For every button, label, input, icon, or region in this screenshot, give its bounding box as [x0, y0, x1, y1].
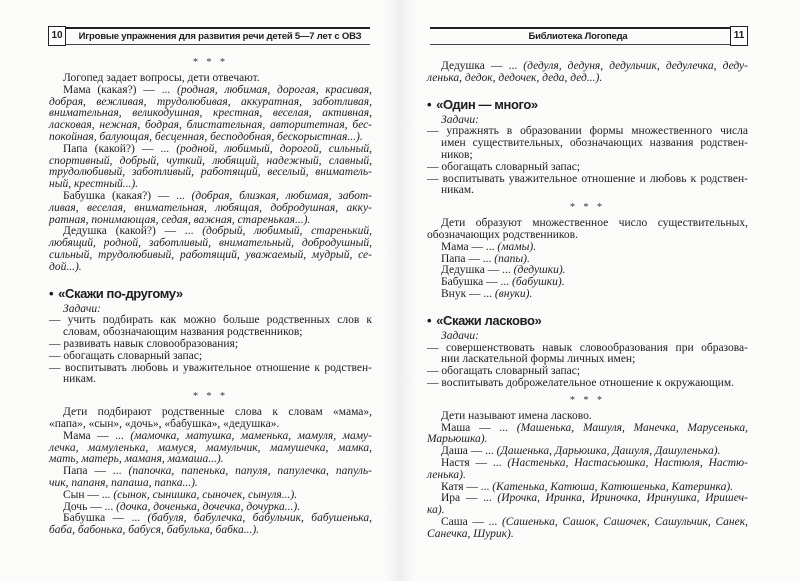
roman-text: — упражнять в образовании формы множественного числа: [427, 125, 748, 138]
paragraph: [49, 226, 372, 273]
right-page-body: [427, 61, 748, 541]
italic-text: баба, бабонька, бабуся, бабулька, бабка...).: [49, 524, 260, 537]
italic-text: спортивный, добрый, чуткий, любящий, надежный, славный,: [49, 154, 372, 167]
roman-text: Катя — ...: [441, 480, 493, 493]
italic-text: (Машенька, Машуля, Манечка, Марусенька,: [516, 421, 748, 434]
italic-text: (Катенька, Катюша, Катюшенька, Катеринка).: [492, 480, 734, 493]
running-title-text: Библиотека Логопеда: [528, 31, 628, 42]
roman-text: Дедушка — ...: [441, 264, 514, 277]
text-line: [427, 529, 748, 541]
italic-text: (добрый, любимый, старенький,: [202, 225, 373, 238]
paragraph: [427, 493, 748, 517]
roman-text: Даша — ...: [441, 445, 497, 458]
tasks-label: Задачи:: [441, 329, 479, 342]
roman-text: Ира — ...: [441, 492, 498, 505]
italic-text: (Ирочка, Иринка, Ириночка, Иринушка, Иришеч-: [497, 492, 748, 505]
italic-text: мать, матерь, маманя, мамаша...).: [49, 453, 224, 466]
roman-text: словам, обозначающим названия родственников;: [63, 326, 303, 339]
roman-text: Дедушка (какой?) — ...: [63, 225, 203, 238]
paragraph: [427, 517, 748, 541]
text-line: [427, 185, 748, 197]
paragraph: [49, 144, 372, 191]
italic-text: трудолюбивый, заботливый, работящий, веселый, вниматель-: [49, 166, 372, 179]
section-divider-stars: * * *: [193, 391, 228, 403]
roman-text: Папа (какой?) — ...: [63, 142, 177, 155]
section-divider-stars: * * *: [570, 394, 605, 406]
running-header-right: [430, 27, 748, 45]
task-list-item: [427, 343, 748, 367]
italic-text: ратная, понимающая, седая, важная, старенькая...).: [49, 213, 311, 226]
roman-text: Настя — ...: [441, 456, 508, 469]
book-gutter: [385, 0, 415, 581]
italic-text: (Сашенька, Сашок, Сашочек, Сашульчик, Санек,: [501, 515, 749, 528]
exercise-title: «Скажи по-другому»: [58, 285, 183, 301]
task-list-item: [49, 363, 372, 387]
italic-text: (внуки).: [494, 287, 533, 300]
bullet-icon: •: [427, 312, 432, 328]
paragraph: [427, 423, 748, 447]
page-number: 11: [730, 26, 748, 46]
roman-text: — обогащать словарный запас;: [49, 349, 203, 362]
bullet-icon: •: [427, 96, 432, 112]
roman-text: Мама (какая?) — ...: [63, 83, 177, 96]
text-line: [49, 363, 372, 375]
italic-text: ный, крестный...).: [49, 178, 139, 191]
running-title: [430, 29, 726, 44]
paragraph: [427, 289, 748, 301]
roman-text: Дочь — ...: [63, 500, 117, 513]
roman-text: Дети образуют множественное число существительных,: [441, 217, 748, 230]
italic-text: покойная, балующая, бесценная, бесподобная, бескорыстная...).: [49, 130, 363, 143]
text-line: [427, 289, 748, 301]
roman-text: Папа — ...: [63, 465, 129, 478]
running-title-text: Игровые упражнения для развития речи детей 5—7 лет с ОВЗ: [78, 31, 362, 42]
roman-text: никам.: [441, 184, 474, 197]
roman-text: ников;: [441, 148, 473, 161]
roman-text: Саша — ...: [441, 515, 502, 528]
paragraph: [49, 407, 372, 431]
exercise-heading: [427, 97, 748, 113]
paragraph: [49, 191, 372, 226]
italic-text: (бабушки).: [512, 276, 565, 289]
roman-text: — воспитывать доброжелательное отношение к окружающим.: [427, 376, 734, 389]
bullet-icon: •: [49, 285, 54, 301]
italic-text: (родной, любимый, дорогой, сильный,: [176, 142, 372, 155]
roman-text: Дедушка — ...: [441, 60, 524, 72]
italic-text: лечка, мамуленька, мамуся, мамульчик, мамушечка, мамка,: [49, 441, 372, 454]
roman-text: — развивать навык словообразования;: [49, 337, 239, 350]
italic-text: (бабуля, бабулечка, бабульчик, бабушенька,: [147, 512, 373, 525]
paragraph: [49, 431, 372, 466]
paragraph: [49, 85, 372, 144]
task-list-item: [427, 126, 748, 161]
section-divider-stars: * * *: [193, 57, 228, 68]
italic-text: Санечка, Шурик).: [427, 527, 514, 540]
roman-text: Бабушка (какая?) — ...: [63, 189, 192, 202]
italic-text: (родная, любимая, дорогая, красивая,: [177, 83, 372, 96]
italic-text: внимательная, великодушная, крестная, веселая, активная,: [49, 107, 372, 120]
paragraph: [427, 458, 748, 482]
text-line: [427, 458, 748, 470]
roman-text: Бабушка — ...: [63, 512, 148, 525]
running-title: [70, 29, 370, 44]
italic-text: ливая, веселая, внимательная, любящая, добродушная, акку-: [49, 201, 372, 214]
italic-text: чик, папаня, папаша, папка...).: [49, 476, 198, 489]
roman-text: Дети подбирают родственные слова к словам «мама»,: [63, 406, 372, 419]
roman-text: Бабушка — ...: [441, 276, 512, 289]
italic-text: ласковая, нежная, бодрая, блистательная, авторитетная, бес-: [49, 119, 372, 132]
roman-text: обозначающих родственников.: [427, 228, 578, 241]
roman-text: — воспитывать любовь и уважительное отношение к родствен-: [49, 361, 372, 374]
text-line: [427, 493, 748, 505]
roman-text: нии ласкательной формы личных имен;: [441, 353, 636, 366]
paragraph: [49, 513, 372, 537]
roman-text: Сын — ...: [63, 488, 114, 501]
italic-text: добрая, вежливая, трудолюбивая, аккуратная, заботливая,: [49, 95, 372, 108]
italic-text: (мамы).: [497, 240, 537, 253]
italic-text: (мамочка, матушка, маменька, мамуля, маму-: [130, 429, 372, 442]
italic-text: (добрая, близкая, любимая, забот-: [191, 189, 372, 202]
roman-text: — обогащать словарный запас;: [427, 365, 581, 378]
italic-text: сильный, трудолюбивый, работящий, уважаемый, мудрый, се-: [49, 248, 372, 261]
task-list-item: [49, 315, 372, 339]
roman-text: Внук — ...: [441, 287, 495, 300]
text-line: [49, 374, 372, 386]
text-line: [427, 174, 748, 186]
roman-text: — воспитывать уважительное отношение и любовь к родствен-: [427, 172, 748, 185]
roman-text: — обогащать словарный запас;: [427, 160, 581, 173]
paragraph: [49, 466, 372, 490]
roman-text: Мама — ...: [63, 429, 131, 442]
roman-text: — совершенствовать навык словообразования при образова-: [427, 341, 748, 354]
exercise-heading: [427, 313, 748, 329]
exercise-title: «Один — много»: [436, 96, 538, 112]
italic-text: Марьюшка).: [427, 433, 488, 446]
italic-text: (папочка, папенька, папуля, папулечка, папуль-: [128, 465, 372, 478]
exercise-title: «Скажи ласково»: [436, 312, 542, 328]
italic-text: (дедуля, дедуня, дедульчик, дедулечка, деду-: [523, 60, 748, 72]
roman-text: никам.: [63, 373, 96, 386]
text-line: [427, 378, 748, 390]
italic-text: любящий, родной, заботливый, внимательный, добродушный,: [49, 237, 372, 250]
italic-text: дой...).: [49, 260, 82, 273]
roman-text: имен существительных, обозначающих названия родствен-: [441, 137, 748, 150]
text-line: [49, 525, 372, 537]
text-line: [427, 73, 748, 85]
italic-text: (дочка, доченька, дочечка, дочурка...).: [116, 500, 301, 513]
italic-text: (дедушки).: [513, 264, 566, 277]
task-list-item: [427, 378, 748, 390]
paragraph: [427, 61, 748, 85]
roman-text: «папа», «сын», «дочь», «бабушка», «дедушка».: [49, 417, 280, 430]
roman-text: Маша — ...: [441, 421, 517, 434]
task-list-item: [427, 174, 748, 198]
italic-text: (папы).: [494, 252, 530, 265]
text-line: [427, 138, 748, 150]
left-page-body: [49, 52, 372, 537]
running-header-left: [48, 27, 370, 45]
tasks-label: Задачи:: [441, 113, 479, 126]
roman-text: Мама — ...: [441, 240, 498, 253]
text-line: [49, 250, 372, 262]
section-divider-stars: * * *: [570, 202, 605, 214]
italic-text: (Настенька, Настасьюшка, Настюля, Настю-: [507, 456, 748, 469]
paragraph: [427, 218, 748, 242]
tasks-label: Задачи:: [63, 302, 101, 315]
text-line: [49, 262, 372, 274]
roman-text: Дети называют имена ласково.: [441, 409, 592, 422]
italic-text: (сынок, сынишка, сыночек, сынуля...).: [113, 488, 298, 501]
roman-text: Папа — ...: [441, 252, 495, 265]
page-number: 10: [48, 26, 66, 46]
italic-text: (Дашенька, Дарьюшка, Дашуля, Дашуленька).: [496, 445, 721, 458]
roman-text: Логопед задает вопросы, дети отвечают.: [63, 72, 260, 84]
italic-text: ленька, дедок, дедочек, деда, дед...).: [427, 71, 603, 84]
italic-text: ленька).: [427, 468, 466, 481]
exercise-heading: [49, 286, 372, 302]
italic-text: ка).: [427, 504, 445, 517]
roman-text: — учить подбирать как можно больше родственных слов к: [49, 314, 372, 327]
